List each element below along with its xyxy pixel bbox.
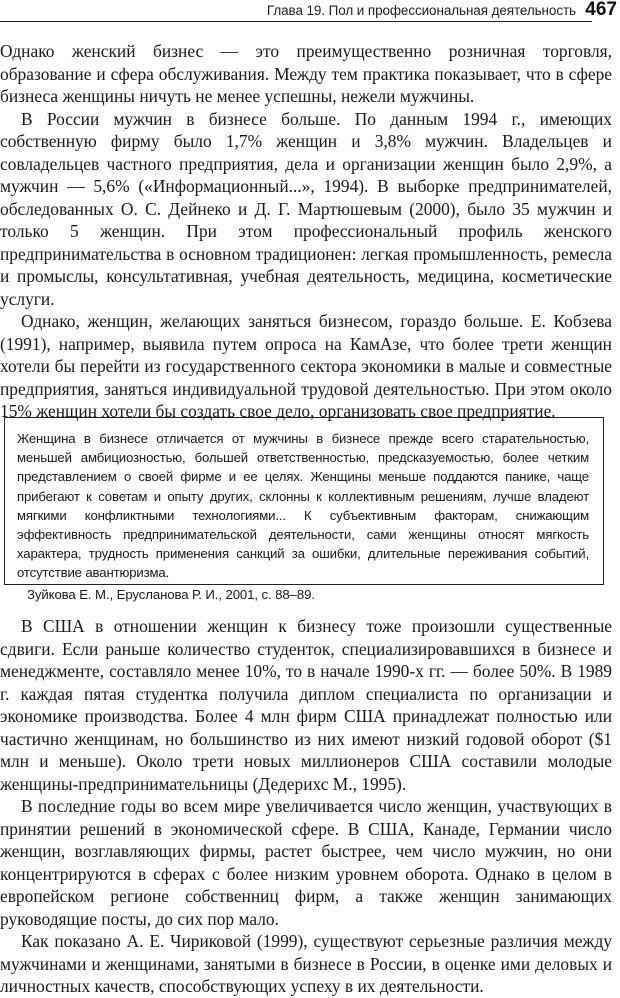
paragraph: В США в отношении женщин к бизнесу тоже произошли существенные сдвиги. Если раньше количество студенток, специализировавшихся в бизнесе и менеджменте, составляло менее 10%, то в начале 1990-х гг. — более 50%. В 1989 г. каждая пятая студентка получила диплом специалиста по организации и экономике производства. Более 4 млн фирм США принадлежат полностью или частично женщинам, но большинство из них имеют низкий годовой оборот ($1 млн и меньше). Около трети новых миллионеров США составили молодые женщины-предпринимательницы (Дедерихс М., 1995). bbox=[0, 616, 612, 794]
body-text-bottom bbox=[0, 615, 612, 998]
body-text-top bbox=[0, 40, 612, 423]
chapter-title: Глава 19. Пол и профессиональная деятельность bbox=[266, 3, 576, 18]
paragraph: Однако, женщин, желающих заняться бизнесом, гораздо больше. Е. Кобзева (1991), например, выявила путем опроса на КамАзе, что более трети женщин хотели бы перейти из государственного сектора экономики в малые и совместные предприятия, заняться индивидуальной трудовой деятельностью. При этом около 15% женщин хотели бы создать свое дело, организовать свое предприятие. bbox=[0, 311, 612, 421]
header-rule bbox=[0, 21, 592, 22]
quote-box bbox=[4, 417, 604, 602]
paragraph: Как показано А. Е. Чириковой (1999), существуют серьезные различия между мужчинами и женщинами, занятыми в бизнесе в России, в оценке ими деловых и личностных качеств, способствующих успеху в их деятельности. bbox=[0, 931, 612, 996]
quote-text: Женщина в бизнесе отличается от мужчины в бизнесе прежде всего старательностью, меньшей амбициозностью, большей ответственностью, предсказуемостью, более четким представлением о своей фирме и ее целях. Женщины меньше поддаются панике, чаще прибегают к советам и опыту других, склонны к коллективным решениям, лучше владеют мягкими конфликтными технологиями... К субъективным факторам, снижающим эффективность предпринимательской деятельности, сами женщины относят мягкость характера, трудность применения санкций за ошибки, длительные переживания событий, отсутствие авантюризма. bbox=[17, 431, 589, 581]
paragraph: Однако женский бизнес — это преимущественно розничная торговля, образование и сфера обслуживания. Между тем практика показывает, что в сфере бизнеса женщины ничуть не менее успешны, нежели мужчины. bbox=[0, 41, 612, 106]
page-number: 467 bbox=[585, 0, 617, 20]
paragraph: В России мужчин в бизнесе больше. По данным 1994 г., имеющих собственную фирму было 1,7% женщин и 3,8% мужчин. Владельцев и совладельцев частного предприятия, дела и организации женщин было 2,9%, а мужчин — 5,6% («Информационный...», 1994). В выборке предпринимателей, обследованных О. С. Дейнеко и Д. Г. Мартюшевым (2000), было 35 мужчин и только 5 женщин. При этом профессиональный профиль женского предпринимательства в основном традиционен: легкая промышленность, ремесла и промыслы, консультативная, учебная деятельность, медицина, косметические услуги. bbox=[0, 108, 612, 309]
paragraph: В последние годы во всем мире увеличивается число женщин, участвующих в принятии решений в экономической сфере. В США, Канаде, Германии число женщин, возглавляющих фирмы, растет быстрее, чем число мужчин, но они концентрируются в сферах с более низким уровнем оборота. Однако в целом в европейском регионе собственниц фирм, а также женщин занимающих руководящие посты, до сих пор мало. bbox=[0, 796, 612, 929]
running-head bbox=[0, 0, 620, 28]
quote-attribution: Зуйкова Е. М., Ерусланова Р. И., 2001, с. 88–89. bbox=[27, 586, 315, 602]
